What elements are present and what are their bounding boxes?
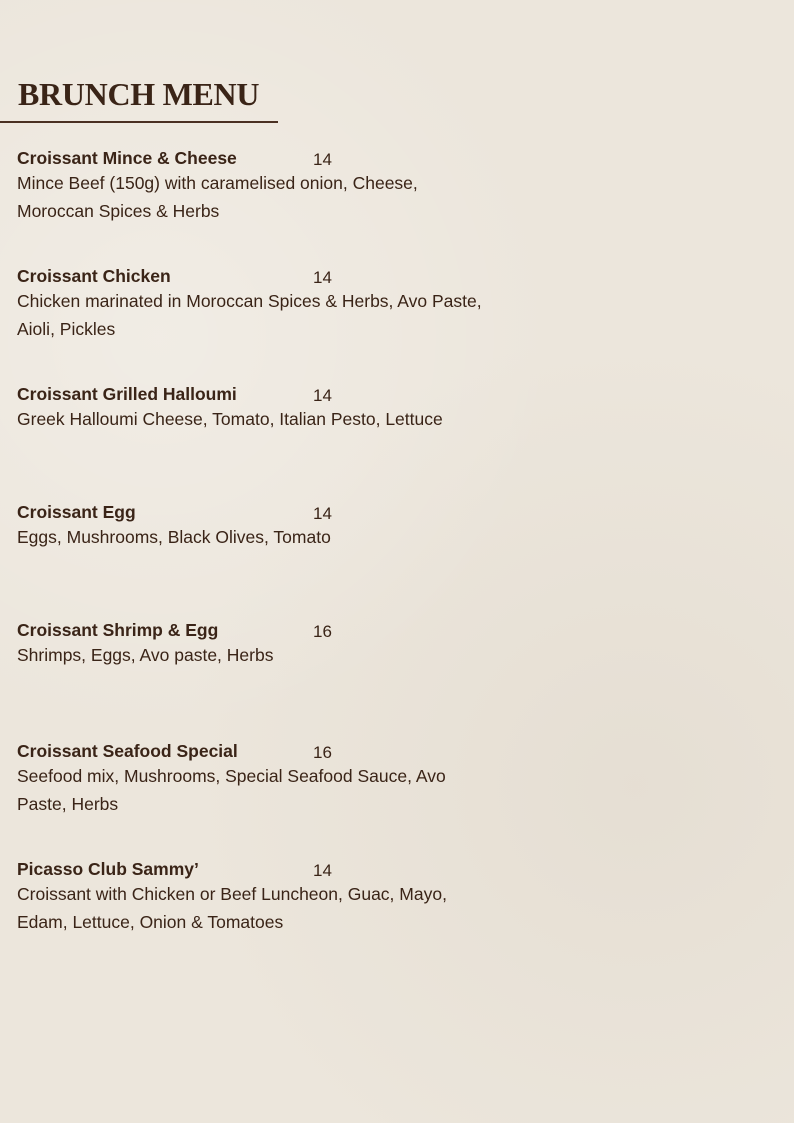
menu-item-price: 14 bbox=[313, 268, 332, 287]
menu-item-price: 16 bbox=[313, 743, 332, 762]
menu-item-price: 14 bbox=[313, 150, 332, 169]
menu-item-description: Croissant with Chicken or Beef Luncheon, Guac, Mayo, Edam, Lettuce, Onion & Tomatoes bbox=[17, 884, 447, 932]
menu-item bbox=[17, 501, 517, 551]
menu-item bbox=[17, 619, 517, 669]
menu-item-price: 14 bbox=[313, 861, 332, 880]
menu-item-name: Picasso Club Sammy’ bbox=[17, 859, 199, 879]
menu-item-description: Eggs, Mushrooms, Black Olives, Tomato bbox=[17, 527, 331, 547]
menu-item-price: 14 bbox=[313, 386, 332, 405]
title-underline bbox=[0, 121, 278, 123]
menu-item-name: Croissant Grilled Halloumi bbox=[17, 384, 237, 404]
menu-item-name: Croissant Egg bbox=[17, 502, 136, 522]
menu-item-description: Seefood mix, Mushrooms, Special Seafood Sauce, Avo Paste, Herbs bbox=[17, 766, 446, 814]
menu-item-name: Croissant Chicken bbox=[17, 266, 171, 286]
menu-item bbox=[17, 383, 517, 433]
menu-item-name: Croissant Seafood Special bbox=[17, 741, 238, 761]
menu-item-description: Shrimps, Eggs, Avo paste, Herbs bbox=[17, 645, 274, 665]
menu-item-description: Greek Halloumi Cheese, Tomato, Italian Pesto, Lettuce bbox=[17, 409, 443, 429]
menu-item-price: 14 bbox=[313, 504, 332, 523]
menu-item bbox=[17, 858, 517, 936]
menu-item-name: Croissant Mince & Cheese bbox=[17, 148, 237, 168]
menu-item bbox=[17, 265, 517, 343]
menu-item-price: 16 bbox=[313, 622, 332, 641]
menu-item-name: Croissant Shrimp & Egg bbox=[17, 620, 219, 640]
menu-title: BRUNCH MENU bbox=[18, 76, 260, 112]
menu-item bbox=[17, 740, 517, 818]
menu-item-description: Mince Beef (150g) with caramelised onion, Cheese, Moroccan Spices & Herbs bbox=[17, 173, 418, 221]
menu-item-description: Chicken marinated in Moroccan Spices & Herbs, Avo Paste, Aioli, Pickles bbox=[17, 291, 482, 339]
menu-item bbox=[17, 147, 517, 225]
